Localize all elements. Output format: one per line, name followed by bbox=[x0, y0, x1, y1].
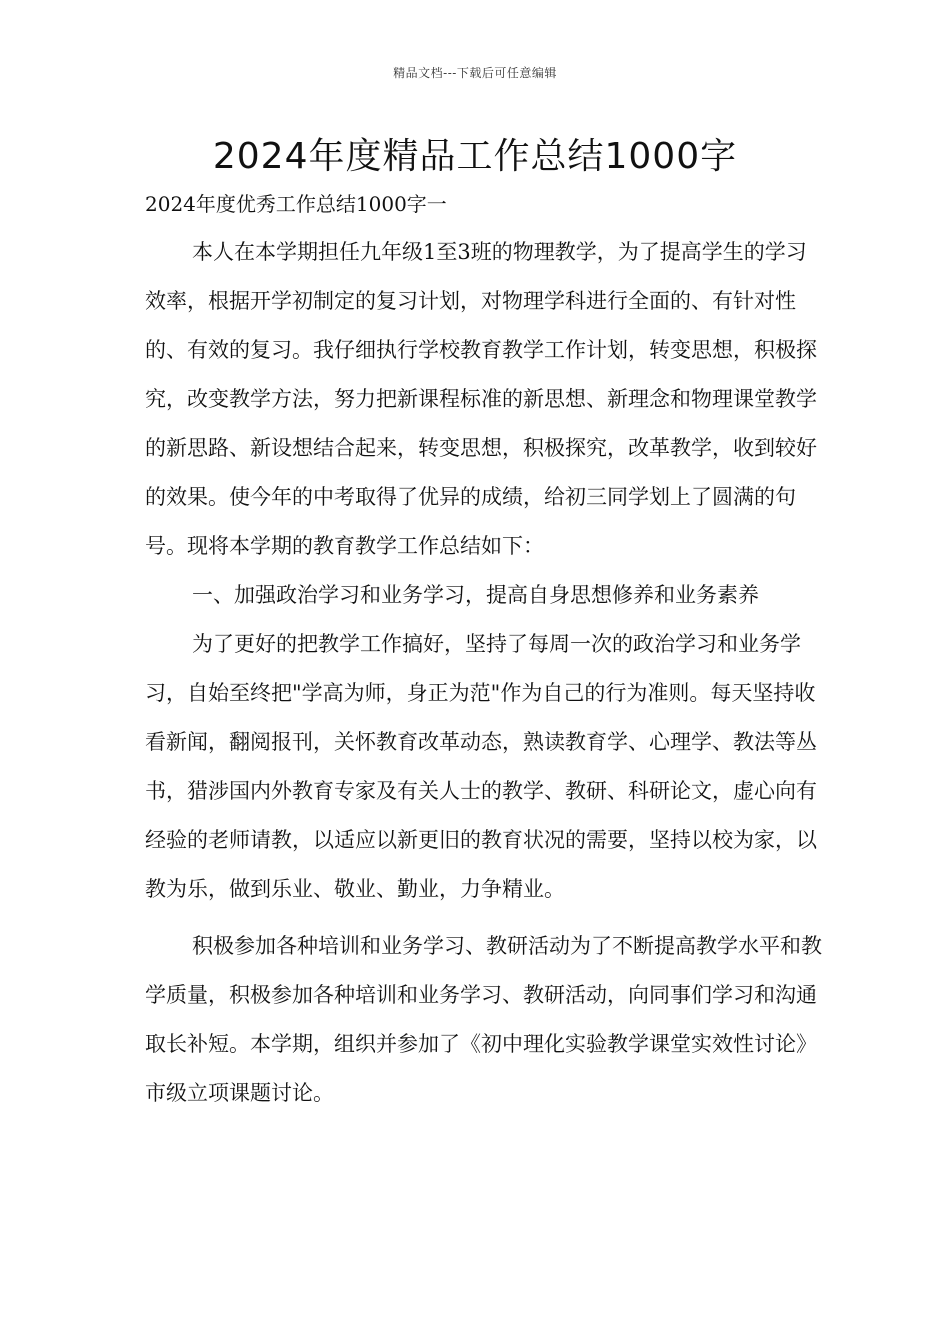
section-heading-1: 一、加强政治学习和业务学习，提高自身思想修养和业务素养 bbox=[192, 583, 759, 607]
document-subtitle: 2024年度优秀工作总结1000字一 bbox=[145, 192, 447, 216]
paragraph-intro: 本人在本学期担任九年级1至3班的物理教学，为了提高学生的学习效率，根据开学初制定的复习计划，对物理学科进行全面的、有针对性的、有效的复习。我仔细执行学校教育教学工作计划，转变思想，积极探究，改变教学方法，努力把新课程标准的新思想、新理念和物理课堂教学的新思路、新设想结合起来，转变思想，积极探究，改革教学，收到较好的效果。使今年的中考取得了优异的成绩，给初三同学划上了圆满的句号。现将本学期的教育教学工作总结如下： bbox=[145, 240, 817, 558]
document-body bbox=[145, 228, 825, 1118]
document-title: 2024年度精品工作总结1000字 bbox=[212, 136, 738, 177]
paragraph-study: 为了更好的把教学工作搞好，坚持了每周一次的政治学习和业务学习，自始至终把"学高为师，身正为范"作为自己的行为准则。每天坚持收看新闻，翻阅报刊，关怀教育改革动态，熟读教育学、心理学、教法等丛书，猎涉国内外教育专家及有关人士的教学、教研、科研论文，虚心向有经验的老师请教，以适应以新更旧的教育状况的需要，坚持以校为家，以教为乐，做到乐业、敬业、勤业，力争精业。 bbox=[145, 632, 817, 901]
paragraph-training: 积极参加各种培训和业务学习、教研活动为了不断提高教学水平和教学质量，积极参加各种培训和业务学习、教研活动，向同事们学习和沟通取长补短。本学期，组织并参加了《初中理化实验教学课堂实效性讨论》市级立项课题讨论。 bbox=[145, 934, 822, 1105]
header-note: 精品文档---下载后可任意编辑 bbox=[393, 66, 557, 80]
